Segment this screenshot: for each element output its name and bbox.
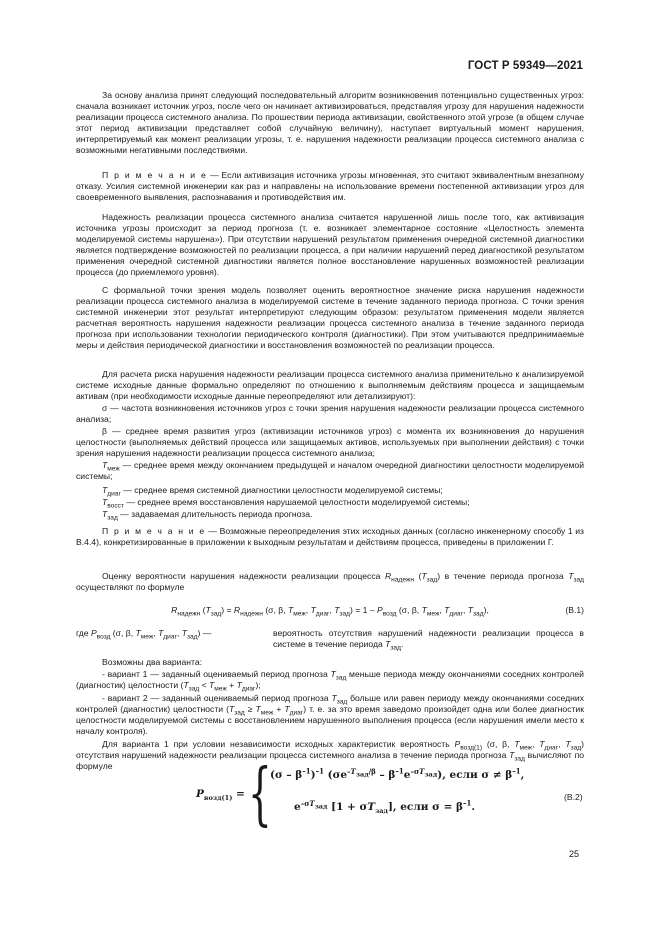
equation-b1-body: $R_{надежн}$ $(T_{зад}) = R_{надежн}$ (σ, β, $T_{меж}$, $T_{диаг}$, $T_{зад}) = 1 - P_{возд}$ (σ, β, $T_{меж}$, $T_{диаг}$, $T_{зад}$),: [171, 605, 489, 618]
note-label: П р и м е ч а н и е: [102, 170, 208, 180]
standard-header: ГОСТ Р 59349—2021: [467, 60, 583, 72]
note-label: П р и м е ч а н и е: [102, 526, 206, 536]
where-term: где $P_{возд}$ (σ, β, $T_{меж}$, $T_{диаг}$, $T_{зад}$) —: [76, 628, 212, 641]
equation-b2-number: (В.2): [564, 792, 583, 802]
paragraph-text: За основу анализа принят следующий последовательный алгоритм возникновения потенциально существенных угроз: сначала возникает источник угроз, после чего он начинает активизироваться, представляя угрозу для нарушения надежности реализации процесса системного анализа. По прошествии периода активизации, свойственного этой угрозе (в общем случае этот период активизации представляет собой случайную величину), наступает виртуальный момент нарушения, интерпретируемый как момент реализации угрозы, т. е. нарушения надежности реализации процесса системного анализа с возможными негативными последствиями.: [76, 90, 584, 155]
definition-t-mezh: $T_{меж}$ — среднее время между окончанием предыдущей и началом очередной диагностики целостности моделируемой системы;: [76, 460, 584, 481]
paragraph-threat-algorithm: [76, 90, 584, 155]
variant-2: - вариант 2 — заданный оцениваемый период прогноза $T_{зад}$ больше или равен периоду между окончаниями соседних контролей (диагностик) целостности $(T_{зад} \ge T_{меж} + T_{диаг})$ т. е. за это время заведомо произойдет одна или более диагностик целостности моделируемой системы с восстановлением нарушенного выполнения процесса (если нарушения имели место к началу контроля).: [76, 693, 584, 736]
definition-t-diag: $T_{диаг}$ — среднее время системной диагностики целостности моделируемой системы;: [102, 485, 443, 498]
paragraph-text: Надежность реализации процесса системного анализа считается нарушенной лишь после того, как активизация источника угрозы происходит за период прогноза (т. е. возникает элементарное состояние «Целостность элемента моделируемой системы нарушена»). При отсутствии нарушений результатом применения очередной системной диагностики является подтверждение возможностей по реализации процесса, а при наличии нарушений перед диагностикой результатом применения очередной системной диагностики является полное восстановление нарушенных возможностей реализации процесса (до приемлемого уровня).: [76, 212, 584, 277]
paragraph-variant-1-formula: Для варианта 1 при условии независимости исходных характеристик вероятность $P_{возд(1)}$ (σ, β, $T_{меж}$, $T_{диаг}$, $T_{зад}$) отсутствия нарушений надежности реализации процесса системного анализа в течение периода прогноза $T_{зад}$ вычисляют по формуле: [76, 739, 585, 771]
variant-1: - вариант 1 — заданный оцениваемый период прогноза $T_{зад}$ меньше периода между окончаниями соседних контролей (диагностик) целостности $(T_{зад} < T_{меж} + T_{диаг})$;: [76, 669, 584, 693]
page-number: 25: [569, 849, 580, 859]
equation-b2-case-2: $e^{-\sigma T_{зад}}$ $[1 + \sigma T_{зад}]$, если $\sigma = \beta^{-1}$.: [294, 798, 476, 816]
paragraph-input-data: [76, 369, 584, 402]
equation-b2-lhs: $P_{возд(1)}$ =: [196, 788, 245, 803]
where-definition: вероятность отсутствия нарушений надежности реализации процесса в системе в течение периода $T_{зад}$.: [273, 628, 584, 652]
note-text: — Возможные переопределения этих исходных данных (согласно инженерному способу 1 из В.4.4), конкретизированные в приложении к выходным результатам и действиям процесса, приведены в приложении Г.: [76, 526, 584, 547]
equation-b2-brace: {: [248, 755, 272, 834]
paragraph-formal-view: [76, 285, 584, 350]
definition-beta: β — среднее время развития угроз (активизации источников угроз) с момента их возникновения до нарушения целостности (выполняемых действий процесса или защищаемых активов, используемых при выполнении действия) с точки зрения нарушения надежности реализации процесса системного анализа;: [76, 426, 584, 458]
note-redefinitions: [76, 526, 584, 548]
paragraph-text: Для расчета риска нарушения надежности реализации процесса системного анализа применительно к анализируемой системе исходные данные формально определяют по отношению к выполняемым действиям процесса и защищаемым активам (при необходимости исходные данные переопределяют или детализируют):: [76, 369, 584, 401]
note-text: — Если активизация источника угрозы мгновенная, это считают эквивалентным внезапному отказу. Усилия системной инженерии как раз и направлены на использование времени постепенной активизации угроз для своевременного выявления, распознавания и противодействия им.: [76, 170, 584, 202]
definition-t-vosst: $T_{восст}$ — среднее время восстановления нарушаемой целостности моделируемой системы;: [102, 497, 470, 510]
equation-b2-case-1: $(\sigma - \beta^{-1})^{-1}$ $(\sigma e^{-T_{зад}/\beta} - \beta^{-1}e^{-\sigma T_{зад}})$, если $\sigma \ne \beta^{-1}$,: [270, 766, 525, 781]
definition-t-zad: $T_{зад}$ — задаваемая длительность периода прогноза.: [102, 509, 313, 522]
equation-b2: [196, 755, 525, 835]
paragraph-two-variants: Возможны два варианта:: [102, 657, 203, 667]
paragraph-text: С формальной точки зрения модель позволяет оценить вероятностное значение риска нарушения надежности реализации процесса системного анализа в моделируемой системе в течение заданного периода прогноза. С точки зрения системной инженерии этот результат интерпретируют следующим образом: результатом применения модели является расчетная вероятность нарушения надежности реализации процесса системного анализа в течение заданного периода прогноза при использовании технологии периодического контроля (диагностики). При этом учитываются предпринимаемые меры и действия периодической диагностики и восстановления возможностей по реализации процесса.: [76, 285, 584, 350]
paragraph-reliability-violation: [76, 212, 584, 277]
paragraph-risk-estimate: Оценку вероятности нарушения надежности реализации процесса $R_{надежн}$ $(T_{зад})$ в течение периода прогноза $T_{зад}$ осуществляют по формуле: [76, 571, 584, 592]
note-instant-activation: [76, 170, 584, 203]
definition-sigma: σ — частота возникновения источников угроз с точки зрения нарушения надежности реализации процесса системного анализа;: [76, 403, 584, 424]
equation-b1-number: (В.1): [565, 605, 584, 615]
